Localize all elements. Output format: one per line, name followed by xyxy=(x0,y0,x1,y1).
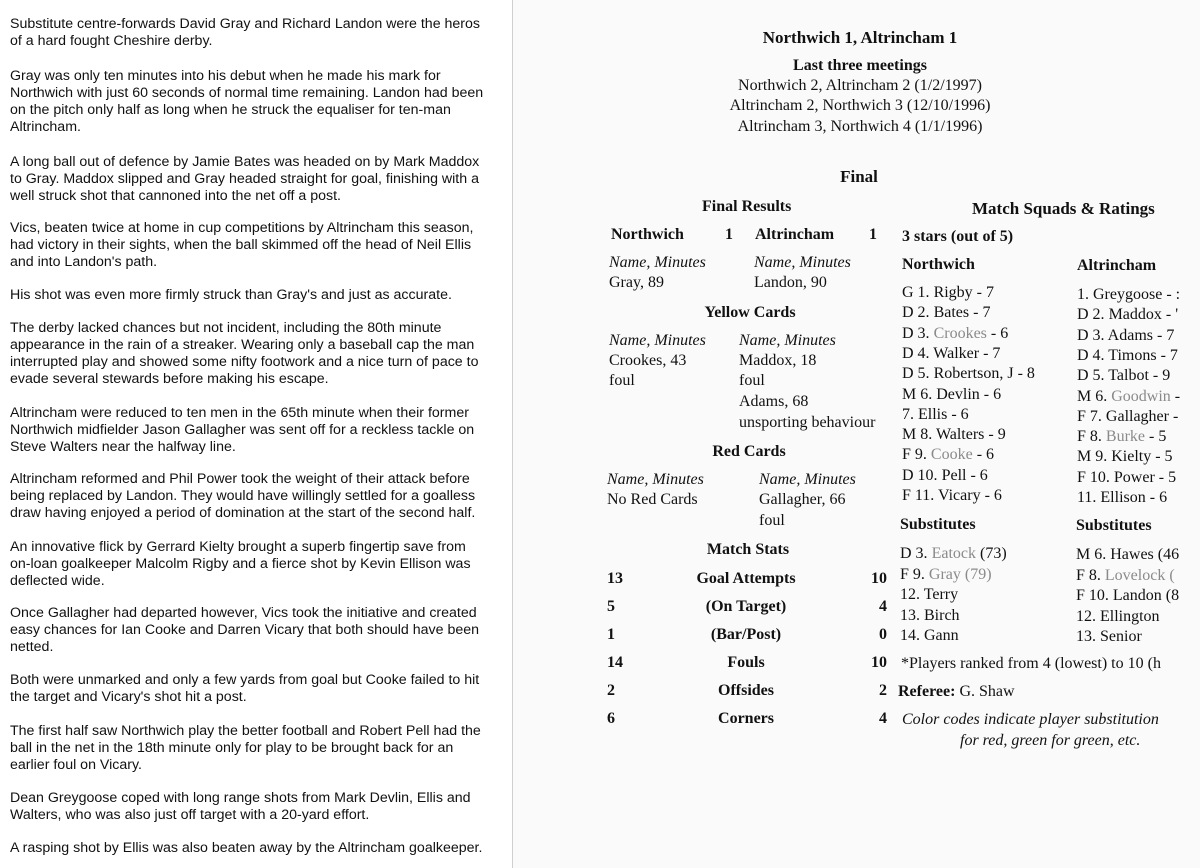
stat-home-value: 6 xyxy=(607,710,615,727)
home-sub-row xyxy=(900,585,958,605)
away-sub-row xyxy=(1076,586,1179,606)
home-player-row xyxy=(902,385,1001,405)
yellow-cards-title: Yellow Cards xyxy=(704,304,796,321)
home-subs-heading: Substitutes xyxy=(900,516,976,533)
stat-away-value: 0 xyxy=(879,626,887,643)
referee-name: G. Shaw xyxy=(959,683,1015,700)
player-name: Greygoose - : xyxy=(1093,286,1181,303)
player-name: Vicary - 6 xyxy=(938,487,1002,504)
player-position: D 3. xyxy=(1077,326,1108,344)
home-sub-row xyxy=(900,606,960,626)
stat-home-value: 5 xyxy=(607,598,615,615)
match-title: Northwich 1, Altrincham 1 xyxy=(762,28,958,47)
player-position: D 2. xyxy=(902,304,934,322)
player-name: Gallagher - xyxy=(1105,407,1179,425)
final-results-title: Final Results xyxy=(702,198,792,215)
stat-label: Goal Attempts xyxy=(696,570,796,587)
player-position: 11. xyxy=(1077,489,1101,506)
away-player-row xyxy=(1077,387,1180,407)
home-player-row xyxy=(902,344,1000,364)
column-header: Name, Minutes xyxy=(739,332,836,349)
stat-away-value: 10 xyxy=(871,654,887,671)
article-paragraph: A long ball out of defence by Jamie Bates was headed on by Mark Maddox to Gray. Maddox slipped and Gray headed straight for goal, finishing with a well struck shot that cannoned into the net off a post. xyxy=(10,154,480,204)
player-rating: - 6 xyxy=(972,446,995,464)
player-name: Ellison - 6 xyxy=(1100,489,1168,506)
article-paragraph: Dean Greygoose coped with long range shots from Mark Devlin, Ellis and Walters, who was also just off target with a 20-yard effort. xyxy=(10,790,471,823)
red-cards-title: Red Cards xyxy=(712,443,786,460)
player-name: Crookes xyxy=(933,324,987,342)
player-rating: - 6 xyxy=(986,324,1009,342)
yellow-card-home: foul xyxy=(609,372,635,389)
player-position: D 2. xyxy=(1077,306,1109,324)
article-column xyxy=(0,0,513,868)
stat-label: Offsides xyxy=(718,682,774,699)
stat-away-value: 4 xyxy=(879,710,887,727)
player-position: F 10. xyxy=(1076,587,1113,604)
away-squad-heading: Altrincham xyxy=(1077,257,1157,274)
player-name: Talbot - 9 xyxy=(1108,367,1171,385)
match-report xyxy=(513,0,1200,868)
player-name: Ellis - 6 xyxy=(918,405,969,423)
away-player-row xyxy=(1077,468,1176,488)
match-status: Final xyxy=(840,167,878,186)
stat-home-value: 14 xyxy=(607,654,623,671)
player-name: Walters - 9 xyxy=(935,426,1006,444)
player-name: Kielty - 5 xyxy=(1111,448,1173,466)
player-position: D 3. xyxy=(900,545,932,562)
player-position: M 6. xyxy=(902,385,937,403)
player-name: Cooke xyxy=(930,446,973,464)
player-position: 7. xyxy=(902,405,918,423)
player-position: M 6. xyxy=(1077,387,1112,405)
player-rating: - xyxy=(1170,387,1181,405)
color-note: Color codes indicate player substitution xyxy=(902,711,1159,728)
ranking-note: *Players ranked from 4 (lowest) to 10 (h xyxy=(901,655,1161,672)
stat-label: Corners xyxy=(718,710,774,727)
player-position: D 4. xyxy=(902,344,934,362)
home-sub-row xyxy=(900,565,992,585)
player-name: Devlin - 6 xyxy=(936,385,1002,403)
article-paragraph: The derby lacked chances but not incident, including the 80th minute appearance in the rain of a streaker. Wearing only a baseball cap the man interrupted play and showed some nifty footwork and a nice turn of pace to evade several stewards before making his escape. xyxy=(10,320,479,387)
player-position: 12. xyxy=(1076,607,1100,625)
red-card-away: foul xyxy=(759,512,785,529)
stat-away-value: 2 xyxy=(879,682,887,699)
red-card-home: No Red Cards xyxy=(607,491,698,508)
article-paragraph: Altrincham were reduced to ten men in the 65th minute when their former Northwich midfielder Jason Gallagher was sent off for a reckless tackle on Steve Walters near the halfway line. xyxy=(10,405,475,455)
player-position: D 10. xyxy=(902,466,942,484)
home-player-row xyxy=(902,405,969,425)
away-sub-row xyxy=(1076,545,1179,565)
stat-away-value: 4 xyxy=(879,598,887,615)
away-player-row xyxy=(1077,407,1178,427)
player-name: Timons - 7 xyxy=(1108,346,1178,364)
away-player-row xyxy=(1077,305,1178,325)
stat-home-value: 1 xyxy=(607,626,615,643)
player-name: Burke xyxy=(1105,428,1146,446)
home-squad-heading: Northwich xyxy=(902,256,975,273)
article-paragraph: His shot was even more firmly struck than Gray's and just as accurate. xyxy=(10,287,452,303)
star-rating: 3 stars (out of 5) xyxy=(902,228,1014,245)
stat-label: (Bar/Post) xyxy=(710,626,782,643)
away-subs-heading: Substitutes xyxy=(1076,517,1152,534)
player-name: Senior xyxy=(1100,628,1142,645)
player-position: G 1. xyxy=(902,284,934,301)
player-name: Pell - 6 xyxy=(941,466,988,484)
home-team-name: Northwich xyxy=(611,226,684,243)
column-header: Name, Minutes xyxy=(609,254,706,271)
player-name: Bates - 7 xyxy=(933,304,991,322)
last-meeting-item: Altrincham 2, Northwich 3 (12/10/1996) xyxy=(729,97,991,114)
article-paragraph: Altrincham reformed and Phil Power took the weight of their attack before being replaced by Landon. They would have willingly settled for a goalless draw having enjoyed a period of domination at the start of the second half. xyxy=(10,471,476,521)
player-name: Walker - 7 xyxy=(933,344,1001,362)
player-position: F 9. xyxy=(902,446,931,464)
home-player-row xyxy=(902,283,994,303)
away-player-row xyxy=(1077,427,1166,447)
player-name: Birch xyxy=(924,606,960,624)
player-name: Terry xyxy=(923,586,959,603)
player-name: Robertson, J - 8 xyxy=(933,365,1035,383)
away-goal-scorer: Landon, 90 xyxy=(754,274,827,291)
article-paragraph: The first half saw Northwich play the better football and Robert Pell had the ball in the net in the 18th minute only for play to be brought back for an earlier foul on Vicary. xyxy=(10,723,481,773)
away-sub-row xyxy=(1076,627,1142,647)
home-player-row xyxy=(902,466,988,486)
away-player-row xyxy=(1077,285,1180,305)
stat-away-value: 10 xyxy=(871,570,887,587)
home-player-row xyxy=(902,303,990,323)
home-player-row xyxy=(902,324,1008,344)
stat-home-value: 2 xyxy=(607,682,615,699)
match-stats-title: Match Stats xyxy=(706,541,790,558)
player-position: 14. xyxy=(900,627,924,644)
player-name: Hawes (46 xyxy=(1110,546,1180,563)
player-position: D 5. xyxy=(1077,367,1109,385)
player-position: D 5. xyxy=(902,365,934,383)
player-position: M 6. xyxy=(1076,546,1111,563)
away-player-row xyxy=(1077,488,1167,508)
red-card-away: Gallagher, 66 xyxy=(759,491,846,508)
player-name: Adams - 7 xyxy=(1107,326,1175,344)
player-rating: (73) xyxy=(975,545,1007,562)
away-player-row xyxy=(1077,326,1174,346)
yellow-card-away: Maddox, 18 xyxy=(739,352,817,369)
away-player-row xyxy=(1077,346,1178,366)
article-paragraph: An innovative flick by Gerrard Kielty brought a superb fingertip save from on-loan goalkeeper Malcolm Rigby and a fierce shot by Kevin Ellison was deflected wide. xyxy=(10,539,471,589)
player-name: Ellington xyxy=(1100,607,1160,625)
stat-label: Fouls xyxy=(727,654,765,671)
article-paragraph: A rasping shot by Ellis was also beaten away by the Altrincham goalkeeper. xyxy=(10,840,483,856)
away-team-name: Altrincham xyxy=(755,226,835,243)
home-sub-row xyxy=(900,626,959,646)
player-position: 1. xyxy=(1077,286,1093,303)
player-position: D 3. xyxy=(902,324,934,342)
away-sub-row xyxy=(1076,566,1175,586)
column-header: Name, Minutes xyxy=(754,254,851,271)
player-name: Eatock xyxy=(931,545,976,562)
home-player-row xyxy=(902,486,1002,506)
player-position: 13. xyxy=(1076,628,1100,645)
player-name: Rigby - 7 xyxy=(933,284,995,301)
home-player-row xyxy=(902,425,1006,445)
player-position: F 10. xyxy=(1077,468,1114,486)
referee-label: Referee: xyxy=(898,683,956,700)
player-position: F 7. xyxy=(1077,407,1106,425)
home-sub-row xyxy=(900,544,1007,564)
last-meeting-item: Altrincham 3, Northwich 4 (1/1/1996) xyxy=(737,118,983,135)
away-sub-row xyxy=(1076,607,1160,627)
home-player-row xyxy=(902,364,1035,384)
column-header: Name, Minutes xyxy=(607,471,704,488)
referee-line xyxy=(898,682,1015,702)
player-name: Maddox - ' xyxy=(1108,306,1179,324)
away-team-score: 1 xyxy=(869,226,877,243)
article-paragraph: Once Gallagher had departed however, Vics took the initiative and created easy chances for Ian Cooke and Darren Vicary that both should have been netted. xyxy=(10,605,480,655)
home-player-row xyxy=(902,445,994,465)
player-position: M 9. xyxy=(1077,448,1112,466)
player-position: D 4. xyxy=(1077,346,1109,364)
yellow-card-away: foul xyxy=(739,372,765,389)
article-paragraph: Both were unmarked and only a few yards from goal but Cooke failed to hit the target and Vicary's shot hit a post. xyxy=(10,672,480,705)
player-name: Power - 5 xyxy=(1113,468,1177,486)
home-goal-scorer: Gray, 89 xyxy=(609,274,664,291)
player-name: Landon (8 xyxy=(1112,587,1180,604)
player-position: F 9. xyxy=(900,565,929,583)
yellow-card-away: unsporting behaviour xyxy=(739,414,876,431)
away-player-row xyxy=(1077,447,1173,467)
player-name: Goodwin xyxy=(1111,387,1171,405)
last-meeting-item: Northwich 2, Altrincham 2 (1/2/1997) xyxy=(738,77,982,94)
player-position: M 8. xyxy=(902,426,936,444)
column-header: Name, Minutes xyxy=(759,471,856,488)
color-note: for red, green for green, etc. xyxy=(960,732,1141,749)
yellow-card-away: Adams, 68 xyxy=(739,393,809,410)
yellow-card-home: Crookes, 43 xyxy=(609,352,687,369)
player-position: F 8. xyxy=(1076,566,1105,584)
player-rating: - 5 xyxy=(1145,428,1167,446)
player-position: F 11. xyxy=(902,487,939,504)
squads-title: Match Squads & Ratings xyxy=(972,199,1155,218)
article-paragraph: Gray was only ten minutes into his debut when he made his mark for Northwich with just 60 seconds of normal time remaining. Landon had been on the pitch only half as long when he struck the equaliser for ten-man Altrincham. xyxy=(10,68,484,135)
away-player-row xyxy=(1077,366,1170,386)
player-name: Gann xyxy=(924,627,959,644)
player-name: Lovelock ( xyxy=(1104,566,1175,584)
player-name: Gray (79) xyxy=(928,565,992,583)
player-position: 12. xyxy=(900,586,924,603)
article-paragraph: Vics, beaten twice at home in cup competitions by Altrincham this season, had victory in their sights, when the ball skimmed off the head of Neil Ellis and into Landon's path. xyxy=(10,220,474,270)
column-header: Name, Minutes xyxy=(609,332,706,349)
player-position: F 8. xyxy=(1077,428,1106,446)
home-team-score: 1 xyxy=(725,226,733,243)
stat-label: (On Target) xyxy=(705,598,787,615)
article-paragraph: Substitute centre-forwards David Gray and Richard Landon were the heros of a hard fought Cheshire derby. xyxy=(10,16,481,49)
stat-home-value: 13 xyxy=(607,570,623,587)
last-meetings-title: Last three meetings xyxy=(793,57,927,74)
player-position: 13. xyxy=(900,606,924,624)
